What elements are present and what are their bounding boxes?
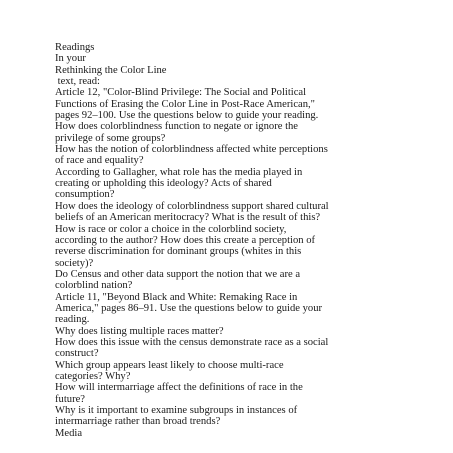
text-line: society)? — [55, 257, 94, 269]
question: Which group appears least likely to choose multi-race — [55, 359, 284, 371]
question: How does colorblindness function to negate or ignore the — [55, 121, 299, 133]
article-11-title: Article 11, "Beyond Black and White: Remaking Race in — [55, 291, 298, 303]
text-line: construct? — [55, 348, 99, 360]
text-line: consumption? — [55, 189, 115, 201]
heading-readings: Readings — [55, 42, 95, 53]
question: Why is it important to examine subgroups in instances of — [55, 405, 298, 416]
document-text — [55, 42, 425, 439]
text-line: pages 92–100. Use the questions below to guide your reading. — [55, 110, 319, 122]
question: How is race or color a choice in the colorblind society, — [55, 223, 287, 235]
article-12-title: Article 12, "Color-Blind Privilege: The Social and Political — [55, 87, 307, 99]
text-line: America," pages 86–91. Use the questions below to guide your — [55, 302, 323, 314]
question: How does the ideology of colorblindness support shared cultural — [55, 200, 329, 212]
question: How does this issue with the census demonstrate race as a social — [55, 336, 329, 348]
question: How will intermarriage affect the definitions of race in the — [55, 382, 303, 394]
text-line: beliefs of an American meritocracy? What is the result of this? — [55, 212, 321, 224]
question: Why does listing multiple races matter? — [55, 325, 224, 337]
text-line: reading. — [55, 314, 90, 326]
text-line: text, read: — [55, 76, 101, 88]
question: Do Census and other data support the notion that we are a — [55, 268, 301, 280]
text-line: In your — [55, 53, 86, 65]
text-line: creating or upholding this ideology? Acts of shared — [55, 178, 272, 190]
text-line: of race and equality? — [55, 155, 144, 167]
question: How has the notion of colorblindness affected white perceptions — [55, 144, 328, 156]
text-line: Functions of Erasing the Color Line in Post-Race American," — [55, 98, 315, 110]
text-line: privilege of some groups? — [55, 132, 166, 144]
text-line: future? — [55, 393, 85, 405]
book-title: Rethinking the Color Line — [55, 64, 167, 76]
text-line: colorblind nation? — [55, 280, 133, 292]
question: According to Gallagher, what role has the media played in — [55, 166, 303, 178]
heading-media: Media — [55, 427, 83, 439]
text-line: intermarriage rather than broad trends? — [55, 416, 221, 428]
text-line: according to the author? How does this create a perception of — [55, 234, 316, 246]
text-line: categories? Why? — [55, 370, 131, 382]
text-line: reverse discrimination for dominant groups (whites in this — [55, 246, 302, 258]
